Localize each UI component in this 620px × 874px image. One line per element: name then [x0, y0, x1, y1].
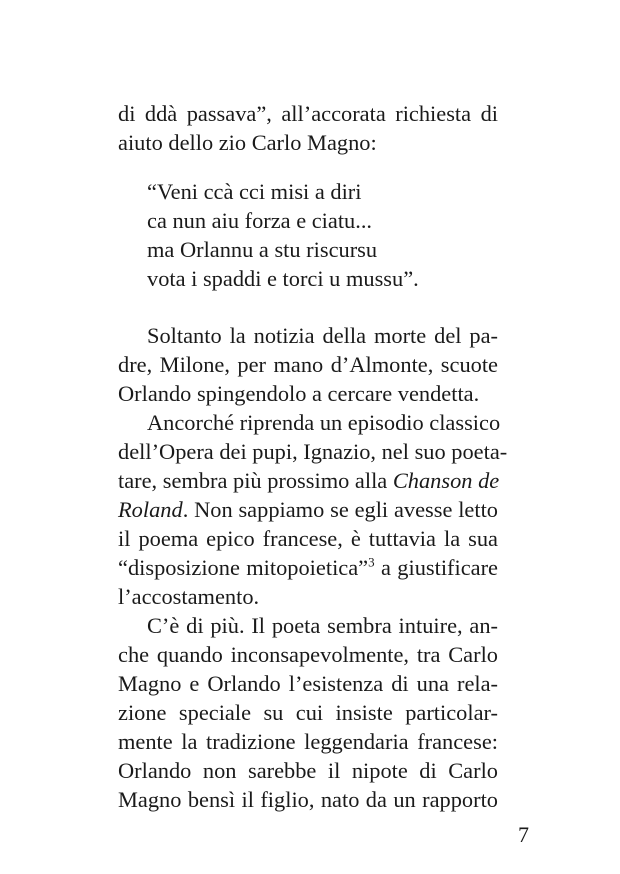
verse-line: vota i spaddi e torci u mussu”.	[147, 266, 419, 291]
text-line: Magno e Orlando l’esistenza di una rela-	[118, 671, 498, 696]
verse-line: ma Orlannu a stu riscursu	[147, 237, 378, 262]
paragraph-2	[118, 408, 508, 611]
paragraph-1	[118, 321, 498, 408]
text-line	[118, 466, 498, 495]
text-line: dell’Opera dei pupi, Ignazio, nel suo poeta-	[118, 439, 508, 464]
text-line: Ancorché riprenda un episodio classico	[147, 410, 501, 435]
text-line: Magno bensì il figlio, nato da un rapporto	[118, 787, 498, 812]
text-line: Orlando spingendolo a cercare vendetta.	[118, 381, 480, 406]
text-line: che quando inconsapevolmente, tra Carlo	[118, 642, 498, 667]
body-text	[118, 99, 508, 814]
italic-title: Roland	[118, 497, 183, 522]
page-number: 7	[518, 822, 529, 847]
text-line: di ddà passava”, all’accorata richiesta di	[118, 101, 498, 126]
text-line: l’accostamento.	[118, 584, 260, 609]
text-line: C’è di più. Il poeta sembra intuire, an-	[147, 613, 498, 638]
text-line: Soltanto la notizia della morte del pa-	[147, 323, 498, 348]
italic-title: Chanson de	[392, 468, 500, 493]
verse-quote	[118, 177, 498, 293]
spacer	[118, 157, 498, 177]
paragraph-3	[118, 611, 498, 814]
text-segment: . Non sappiamo se egli avesse letto	[182, 497, 498, 522]
text-line: il poema epico francese, è tuttavia la sua	[118, 526, 498, 551]
text-segment: tare, sembra più prossimo alla	[118, 468, 393, 493]
text-line	[118, 553, 498, 582]
verse-line: ca nun aiu forza e ciatu...	[147, 208, 373, 233]
text-line	[118, 495, 498, 524]
text-line: mente la tradizione leggendaria francese:	[118, 729, 498, 754]
text-line: dre, Milone, per mano d’Almonte, scuote	[118, 352, 498, 377]
text-line: aiuto dello zio Carlo Magno:	[118, 130, 377, 155]
spacer	[118, 293, 498, 321]
text-line: zione speciale su cui insiste particolar-	[118, 700, 498, 725]
text-segment: a giustificare	[374, 555, 498, 580]
footnote-marker[interactable]: 3	[368, 554, 375, 570]
verse-line: “Veni ccà cci misi a diri	[147, 179, 362, 204]
text-segment: “disposizione mitopoietica”	[118, 555, 369, 580]
text-line: Orlando non sarebbe il nipote di Carlo	[118, 758, 498, 783]
